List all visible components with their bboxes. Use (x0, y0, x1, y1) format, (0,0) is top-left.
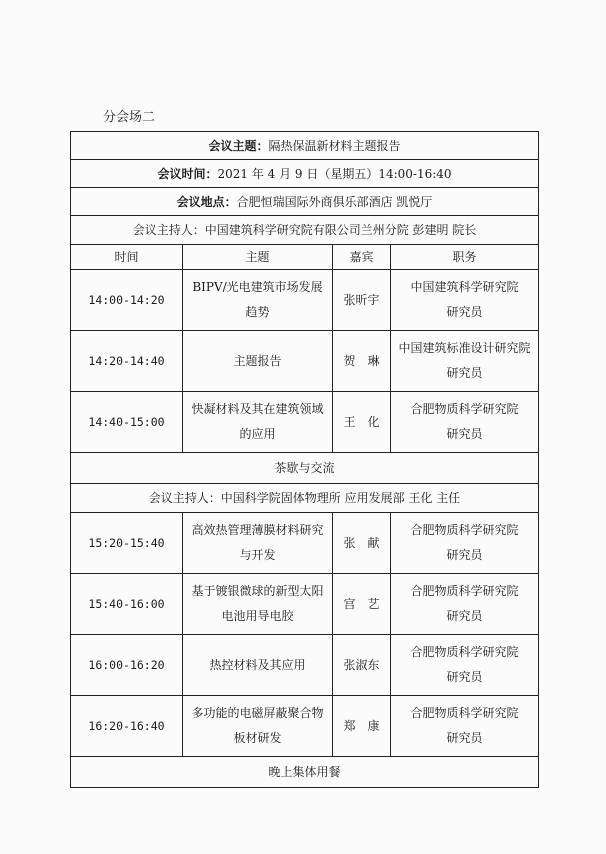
venue-label: 会议地点： (176, 194, 237, 209)
talk-time: 15:40-16:00 (71, 574, 183, 635)
talk-guest: 贺 琳 (333, 331, 391, 392)
dinner: 晚上集体用餐 (71, 757, 539, 788)
col-topic: 主题 (183, 245, 333, 270)
table-row (71, 331, 539, 392)
talk-position (391, 513, 539, 574)
guest-title: 研究员 (446, 366, 483, 380)
talk-position (391, 635, 539, 696)
guest-org: 合肥物质科学研究院 (410, 523, 519, 537)
talk-time: 14:40-15:00 (71, 392, 183, 453)
guest-org: 合肥物质科学研究院 (410, 645, 519, 659)
guest-org: 中国建筑科学研究院 (410, 280, 519, 294)
talk-topic: 多功能的电磁屏蔽聚合物板材研发 (183, 696, 333, 757)
talk-time: 14:00-14:20 (71, 270, 183, 331)
host-2: 会议主持人：中国科学院固体物理所 应用发展部 王化 主任 (71, 484, 539, 513)
talk-position (391, 331, 539, 392)
guest-title: 研究员 (446, 427, 483, 441)
theme-value: 隔热保温新材料主题报告 (268, 138, 401, 153)
talk-time: 16:00-16:20 (71, 635, 183, 696)
guest-org: 合肥物质科学研究院 (410, 584, 519, 598)
theme-row (71, 132, 539, 160)
host-row-1 (71, 216, 539, 245)
col-position: 职务 (391, 245, 539, 270)
time-value: 2021 年 4 月 9 日（星期五）14:00-16:40 (217, 166, 452, 181)
talk-guest: 郑 康 (333, 696, 391, 757)
table-row (71, 635, 539, 696)
tea-break-row (71, 453, 539, 484)
talk-guest: 张昕宇 (333, 270, 391, 331)
talk-guest: 王 化 (333, 392, 391, 453)
guest-org: 合肥物质科学研究院 (410, 706, 519, 720)
table-row (71, 392, 539, 453)
guest-title: 研究员 (446, 305, 483, 319)
talk-time: 14:20-14:40 (71, 331, 183, 392)
talk-position (391, 270, 539, 331)
talk-position (391, 392, 539, 453)
talk-position (391, 574, 539, 635)
table-row (71, 270, 539, 331)
tea-break: 茶歇与交流 (71, 453, 539, 484)
venue-value: 合肥恒瑞国际外商俱乐部酒店 凯悦厅 (236, 194, 433, 209)
talk-guest: 宫 艺 (333, 574, 391, 635)
guest-org: 中国建筑标准设计研究院 (398, 341, 531, 355)
dinner-row (71, 757, 539, 788)
guest-title: 研究员 (446, 670, 483, 684)
table-row (71, 696, 539, 757)
talk-time: 15:20-15:40 (71, 513, 183, 574)
time-label: 会议时间： (157, 166, 218, 181)
talk-topic: BIPV/光电建筑市场发展趋势 (183, 270, 333, 331)
guest-org: 合肥物质科学研究院 (410, 402, 519, 416)
talk-topic: 高效热管理薄膜材料研究与开发 (183, 513, 333, 574)
talk-time: 16:20-16:40 (71, 696, 183, 757)
table-row (71, 513, 539, 574)
host-1: 会议主持人：中国建筑科学研究院有限公司兰州分院 彭建明 院长 (71, 216, 539, 245)
theme-label: 会议主题： (208, 138, 269, 153)
guest-title: 研究员 (446, 731, 483, 745)
venue-row (71, 188, 539, 216)
guest-title: 研究员 (446, 609, 483, 623)
section-label: 分会场二 (103, 110, 156, 125)
col-guest: 嘉宾 (333, 245, 391, 270)
talk-position (391, 696, 539, 757)
talk-guest: 张 献 (333, 513, 391, 574)
talk-topic: 主题报告 (183, 331, 333, 392)
table-row (71, 574, 539, 635)
talk-topic: 热控材料及其应用 (183, 635, 333, 696)
talk-topic: 基于镀银微球的新型太阳电池用导电胶 (183, 574, 333, 635)
col-time: 时间 (71, 245, 183, 270)
guest-title: 研究员 (446, 548, 483, 562)
schedule-table (70, 131, 539, 788)
host-2-row (71, 484, 539, 513)
header-row (71, 245, 539, 270)
time-row (71, 160, 539, 188)
talk-topic: 快凝材料及其在建筑领域的应用 (183, 392, 333, 453)
talk-guest: 张淑东 (333, 635, 391, 696)
